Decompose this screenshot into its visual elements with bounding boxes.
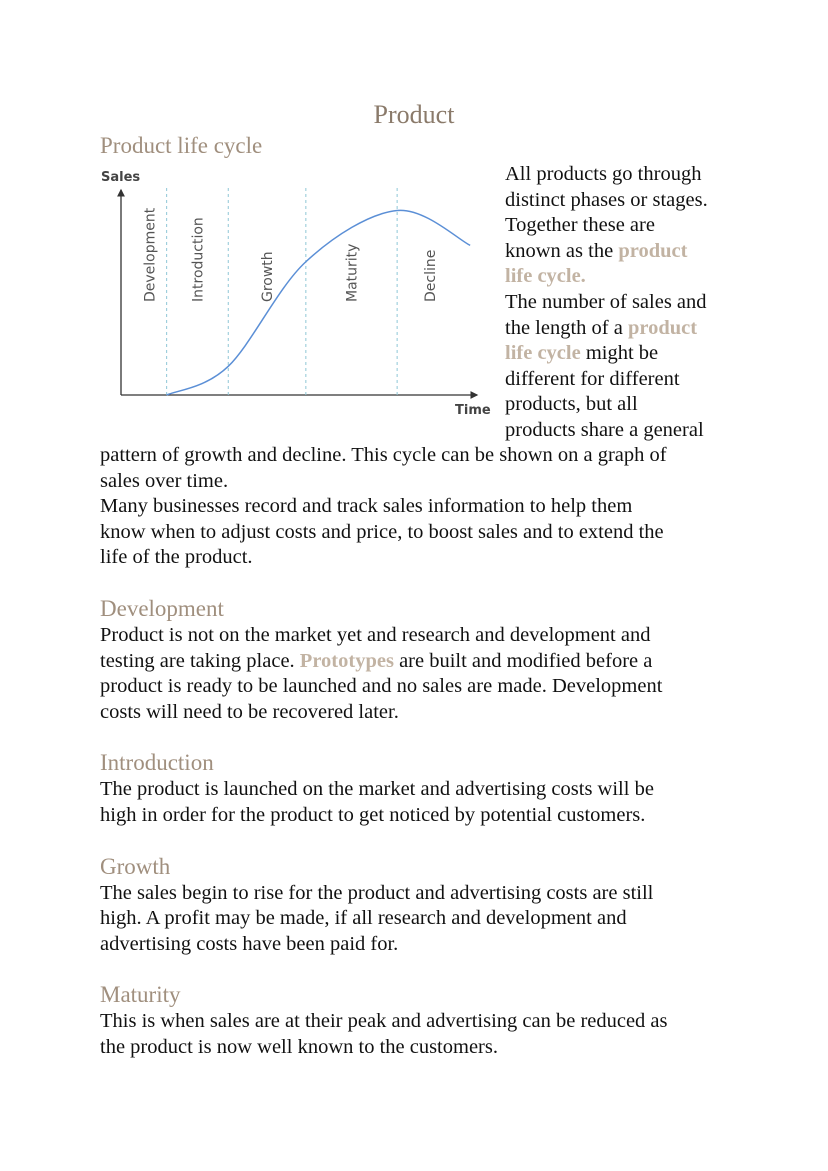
text-span: might be	[580, 342, 659, 365]
text-line	[100, 803, 668, 829]
section-heading-product-life-cycle: Product life cycle	[100, 133, 263, 158]
phase-label-decline: Decline	[423, 249, 440, 302]
text-line	[100, 700, 668, 726]
text-line	[100, 545, 668, 571]
text-span: This is when sales are at their peak and advertising can be reduced as	[100, 1010, 668, 1033]
text-line	[505, 162, 708, 188]
text-line	[100, 623, 668, 649]
text-span: know when to adjust costs and price, to boost sales and to extend the	[100, 520, 664, 543]
text-span: The sales begin to rise for the product and advertising costs are still	[100, 881, 654, 904]
text-span: different for different	[505, 367, 680, 390]
text-line	[100, 1009, 668, 1035]
text-line	[100, 1035, 668, 1061]
highlighted-term: life cycle	[505, 342, 581, 365]
text-span: high. A profit may be made, if all research and development and	[100, 907, 627, 930]
section-heading-maturity: Maturity	[100, 982, 181, 1008]
section-heading-development: Development	[100, 595, 224, 621]
text-span: sales over time.	[100, 469, 229, 492]
highlighted-term: product	[627, 316, 698, 339]
text-span: high in order for the product to get noticed by potential customers.	[100, 803, 646, 826]
text-line	[100, 932, 668, 958]
text-span: product is ready to be launched and no sales are made. Development	[100, 675, 663, 698]
text-line	[100, 881, 668, 907]
text-span: are built and modified before a	[393, 649, 653, 672]
text-span: Many businesses record and track sales information to help them	[100, 495, 633, 518]
text-span: All products go through	[505, 163, 702, 185]
text-span: costs will need to be recovered later.	[100, 700, 399, 723]
text-line	[505, 367, 708, 393]
text-span: the product is now well known to the customers.	[100, 1035, 498, 1058]
text-line	[505, 316, 708, 342]
text-line	[505, 392, 708, 418]
text-span: testing are taking place.	[100, 649, 300, 672]
text-line	[505, 341, 708, 367]
text-line	[100, 674, 668, 700]
text-span: distinct phases or stages.	[505, 188, 708, 211]
section-heading-growth: Growth	[100, 853, 171, 879]
page-title: Product	[373, 100, 455, 129]
section-heading-introduction: Introduction	[100, 750, 214, 776]
text-span: advertising costs have been paid for.	[100, 932, 399, 955]
intro-paragraph	[505, 162, 708, 444]
text-span: The number of sales and	[505, 290, 707, 313]
text-line	[505, 213, 708, 239]
text-line	[505, 290, 708, 316]
text-line	[100, 520, 668, 546]
text-line	[505, 188, 708, 214]
x-axis-label: Time	[455, 403, 491, 418]
text-line	[100, 649, 668, 675]
text-span: products share a general	[505, 418, 704, 441]
text-line	[505, 239, 708, 265]
text-span: Product is not on the market yet and research and development and	[100, 623, 651, 646]
product-life-cycle-chart	[95, 160, 505, 425]
text-span: products, but all	[505, 393, 638, 416]
text-line	[100, 494, 668, 520]
text-span: known as the	[505, 239, 619, 262]
highlighted-term: product	[618, 239, 688, 262]
phase-label-development: Development	[142, 207, 159, 302]
text-line	[505, 418, 708, 444]
text-span: life of the product.	[100, 546, 253, 569]
highlighted-term: life cycle.	[505, 265, 586, 288]
text-line	[100, 443, 668, 469]
text-span: the length of a	[505, 316, 628, 339]
y-axis-label: Sales	[101, 170, 141, 185]
document-body	[100, 443, 668, 1061]
text-line	[505, 264, 708, 290]
text-span: pattern of growth and decline. This cycle can be shown on a graph of	[100, 444, 667, 466]
text-span: Together these are	[505, 214, 655, 237]
text-line	[100, 777, 668, 803]
text-span: The product is launched on the market and advertising costs will be	[100, 778, 654, 801]
phase-label-growth: Growth	[260, 251, 277, 302]
phase-label-maturity: Maturity	[344, 243, 361, 302]
text-line	[100, 906, 668, 932]
highlighted-term: Prototypes	[299, 649, 394, 672]
text-line	[100, 469, 668, 495]
phase-label-introduction: Introduction	[190, 217, 207, 302]
